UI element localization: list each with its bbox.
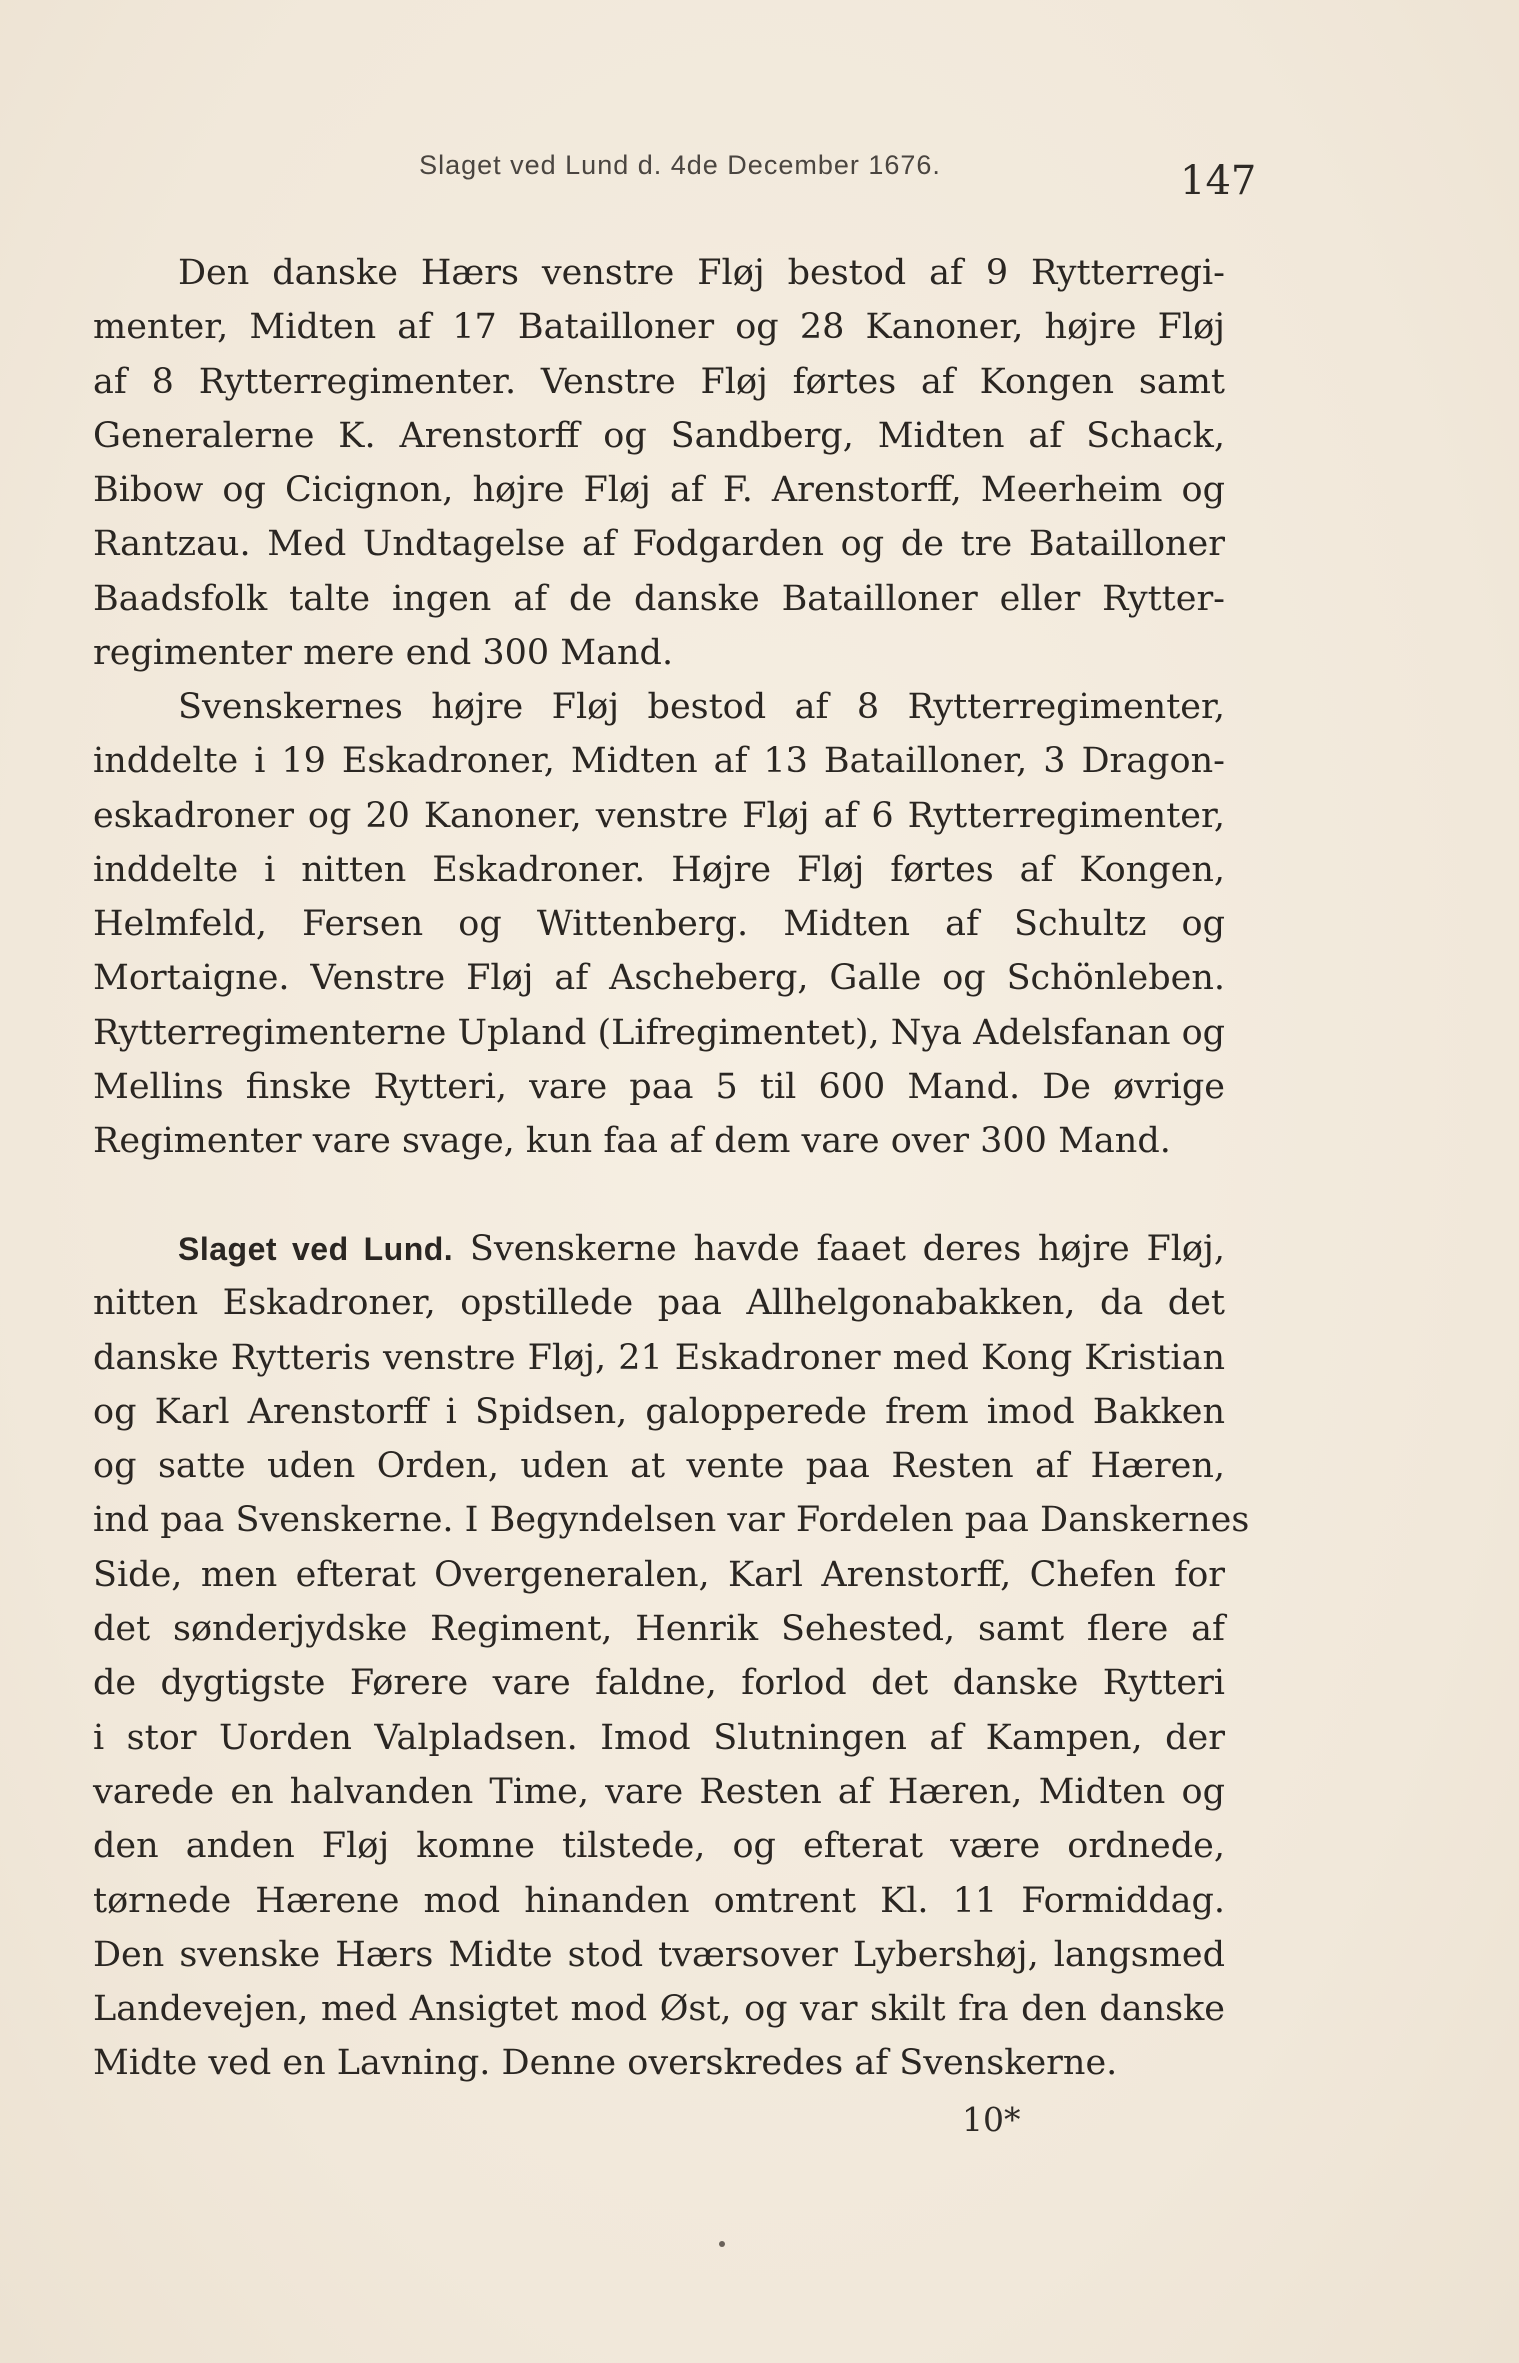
text-line: Midte ved en Lavning. Denne overskredes af Svenskerne. bbox=[93, 2043, 1118, 2084]
signature-mark: 10* bbox=[962, 2100, 1021, 2139]
page-number: 147 bbox=[1180, 158, 1257, 204]
text-line-with-heading bbox=[93, 1222, 1225, 1276]
paragraph-danish-army bbox=[93, 246, 1225, 680]
text-line: inddelte i nitten Eskadroner. Højre Fløj førtes af Kongen, bbox=[93, 849, 1225, 890]
text-line: og Karl Arenstorff i Spidsen, galopperede frem imod Bakken bbox=[93, 1391, 1225, 1432]
ink-speck bbox=[719, 2241, 725, 2247]
text-line: inddelte i 19 Eskadroner, Midten af 13 Batailloner, 3 Dragon- bbox=[93, 741, 1225, 782]
text-line: det sønderjydske Regiment, Henrik Sehested, samt flere af bbox=[93, 1609, 1225, 1650]
text-line: Bibow og Cicignon, højre Fløj af F. Arenstorff, Meerheim og bbox=[93, 470, 1225, 511]
text-line: Svenskernes højre Fløj bestod af 8 Rytterregimenter, bbox=[178, 687, 1225, 727]
text-line: Rantzau. Med Undtagelse af Fodgarden og de tre Batailloner bbox=[93, 524, 1225, 565]
text-line: Mortaigne. Venstre Fløj af Ascheberg, Galle og Schönleben. bbox=[93, 958, 1225, 999]
text-line: tørnede Hærene mod hinanden omtrent Kl. 11 Formiddag. bbox=[93, 1880, 1225, 1921]
text-line: Rytterregimenterne Upland (Lifregimentet), Nya Adelsfanan og bbox=[93, 1012, 1226, 1053]
section-heading: Slaget ved Lund. bbox=[178, 1231, 454, 1267]
text-line: Baadsfolk talte ingen af de danske Batailloner eller Rytter- bbox=[93, 578, 1225, 619]
text-line: danske Rytteris venstre Fløj, 21 Eskadroner med Kong Kristian bbox=[93, 1337, 1225, 1378]
text-line: varede en halvanden Time, vare Resten af Hæren, Midten og bbox=[93, 1771, 1225, 1812]
text-line: Regimenter vare svage, kun faa af dem vare over 300 Mand. bbox=[93, 1121, 1171, 1162]
paragraph-swedish-army bbox=[93, 680, 1225, 1169]
text-line: regimenter mere end 300 Mand. bbox=[93, 633, 674, 674]
text-line: Den svenske Hærs Midte stod tværsover Lybershøj, langsmed bbox=[93, 1934, 1225, 1975]
text-line: i stor Uorden Valpladsen. Imod Slutningen af Kampen, der bbox=[93, 1717, 1225, 1758]
text-line: af 8 Rytterregimenter. Venstre Fløj førtes af Kongen samt bbox=[93, 361, 1225, 402]
text-line-rest: Svenskerne havde faaet deres højre Fløj, bbox=[469, 1229, 1225, 1269]
text-line: Mellins finske Rytteri, vare paa 5 til 600 Mand. De øvrige bbox=[93, 1067, 1225, 1108]
paragraph-battle-of-lund bbox=[93, 1222, 1250, 2091]
text-line: Helmfeld, Fersen og Wittenberg. Midten af Schultz og bbox=[93, 904, 1225, 945]
text-line: Generalerne K. Arenstorff og Sandberg, Midten af Schack, bbox=[93, 415, 1225, 456]
text-line: Den danske Hærs venstre Fløj bestod af 9 Rytterregi- bbox=[178, 253, 1225, 293]
running-header: Slaget ved Lund d. 4de December 1676. bbox=[419, 150, 941, 180]
text-line: og satte uden Orden, uden at vente paa Resten af Hæren, bbox=[93, 1446, 1225, 1487]
text-line: Landevejen, med Ansigtet mod Øst, og var skilt fra den danske bbox=[93, 1989, 1225, 2030]
text-line: menter, Midten af 17 Bataillоner og 28 Kanoner, højre Fløj bbox=[93, 307, 1225, 348]
text-line: de dygtigste Førere vare faldne, forlod det danske Rytteri bbox=[93, 1663, 1225, 1704]
text-line: ind paa Svenskerne. I Begyndelsen var Fordelen paa Danskernes bbox=[93, 1500, 1250, 1541]
text-line: Side, men efterat Overgeneralen, Karl Arenstorff, Chefen for bbox=[93, 1554, 1225, 1595]
text-line: den anden Fløj komne tilstede, og efterat være ordnede, bbox=[93, 1826, 1225, 1867]
text-line: nitten Eskadroner, opstillede paa Allhelgonabakken, da det bbox=[93, 1283, 1225, 1324]
text-line: eskadroner og 20 Kanoner, venstre Fløj af 6 Rytterregimenter, bbox=[93, 795, 1225, 836]
